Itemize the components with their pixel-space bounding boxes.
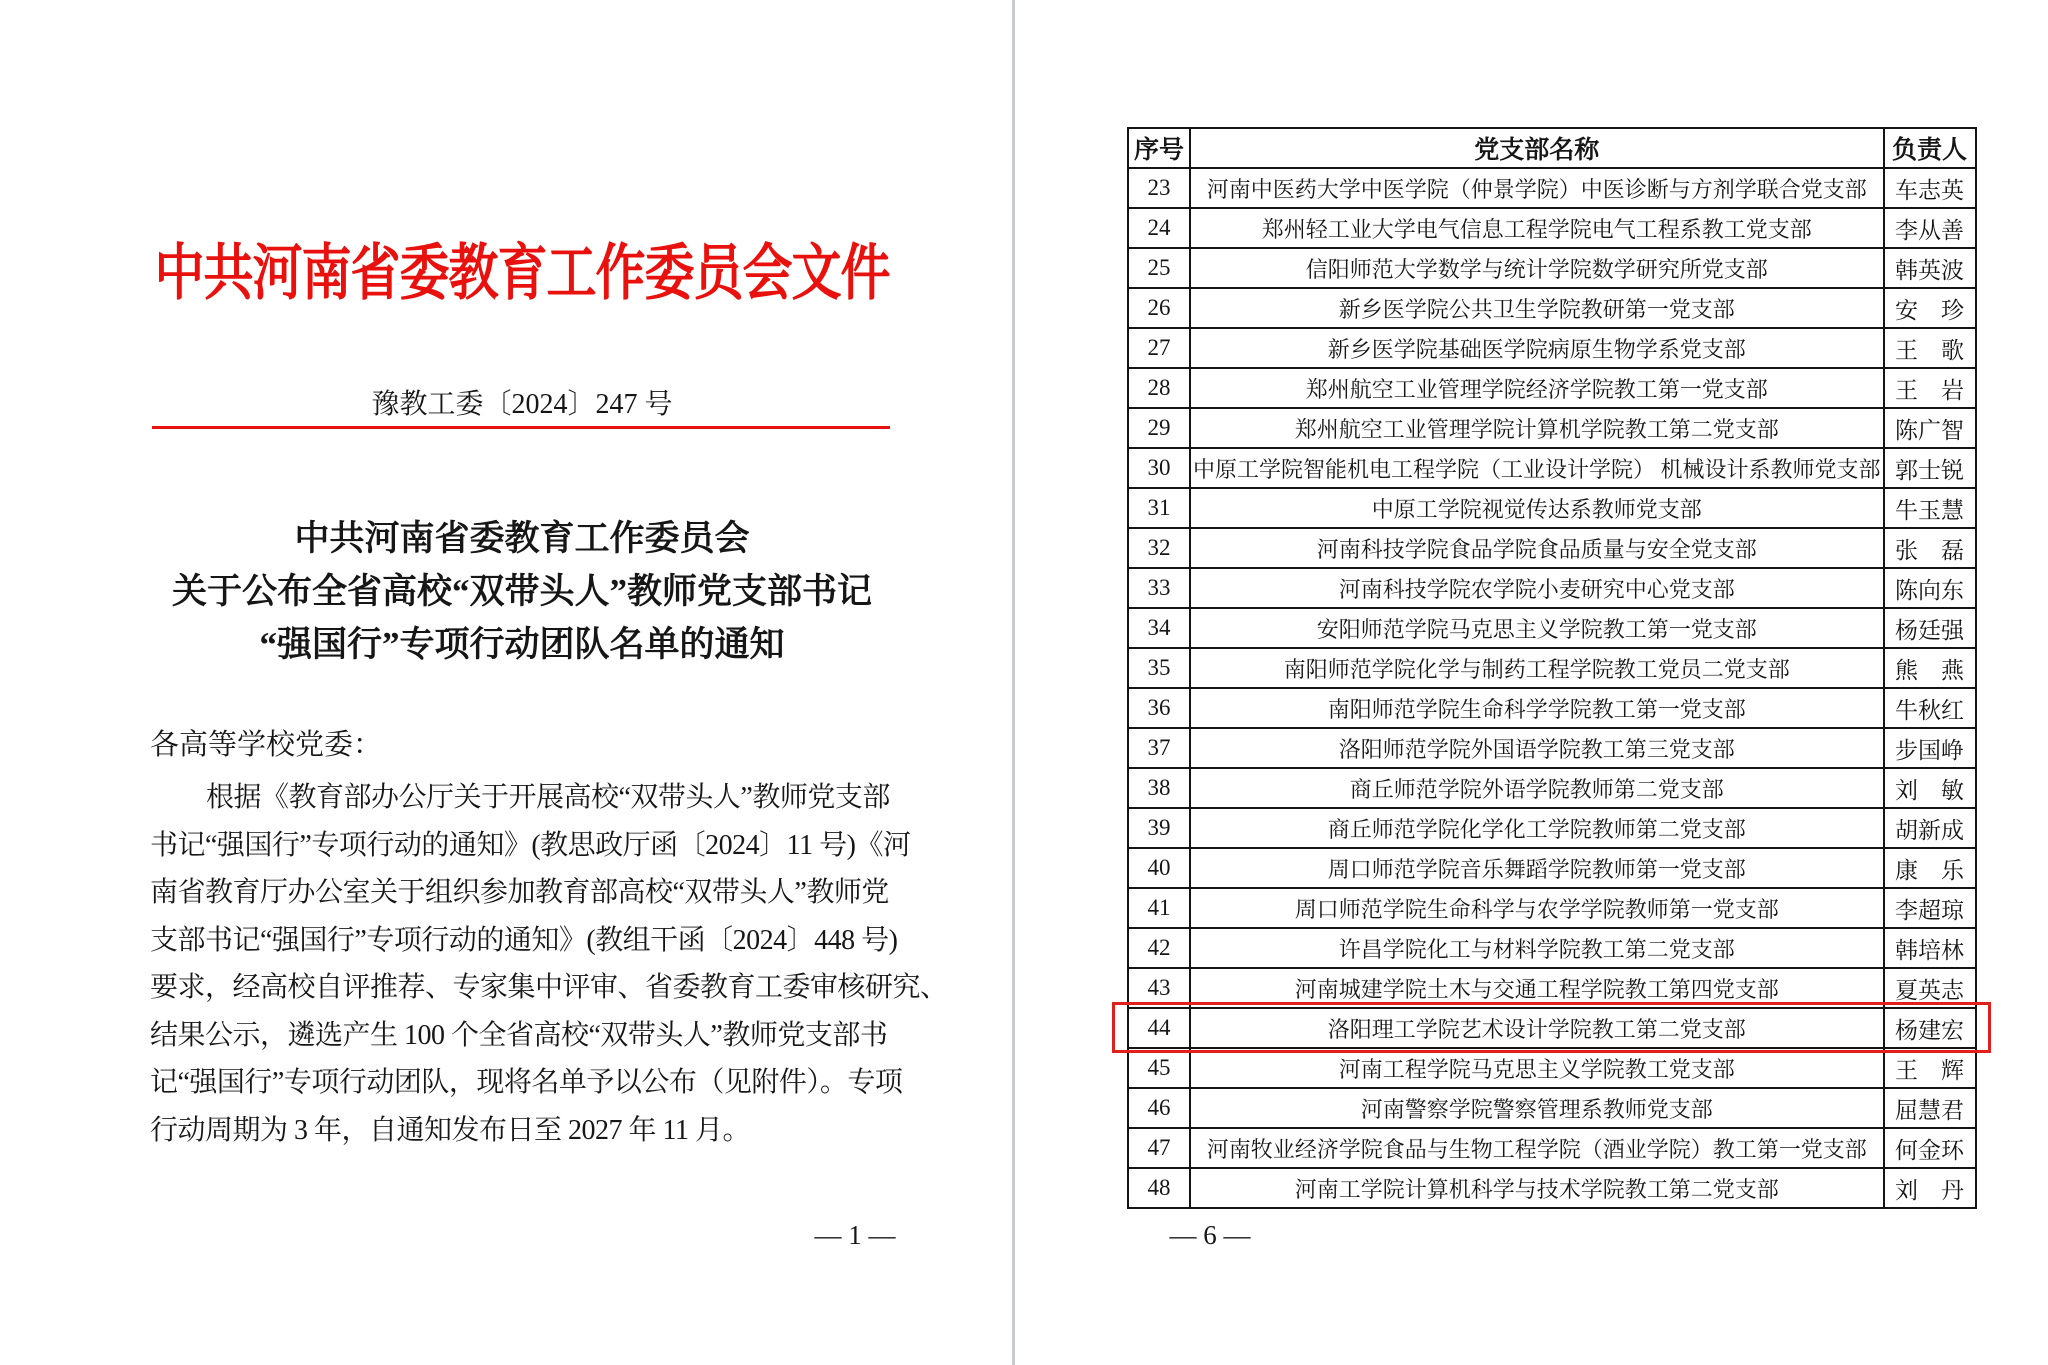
notice-title-line-2: 关于公布全省高校“双带头人”教师党支部书记 (171, 572, 872, 611)
body-line: 书记“强国行”专项行动的通知》(教思政厅函〔2024〕11 号)《河 (150, 829, 911, 861)
page-right (1015, 0, 2048, 1365)
branch-name-cell: 洛阳师范学院外国语学院教工第三党支部 (1190, 728, 1884, 768)
table-row (1128, 168, 1976, 208)
row-number: 33 (1128, 568, 1190, 608)
row-number: 45 (1128, 1048, 1190, 1088)
branch-name-cell: 中原工学院智能机电工程学院（工业设计学院） 机械设计系教师党支部 (1190, 448, 1884, 488)
page-left (0, 0, 1012, 1365)
branch-name-cell: 商丘师范学院外语学院教师第二党支部 (1190, 768, 1884, 808)
table-row (1128, 368, 1976, 408)
row-number: 36 (1128, 688, 1190, 728)
body-paragraph (150, 774, 948, 1154)
table-row (1128, 528, 1976, 568)
branch-name-cell: 郑州航空工业管理学院经济学院教工第一党支部 (1190, 368, 1884, 408)
branch-table-body (1128, 168, 1976, 1208)
row-number: 29 (1128, 408, 1190, 448)
body-line: 根据《教育部办公厅关于开展高校“双带头人”教师党支部 (206, 782, 890, 813)
row-number: 41 (1128, 888, 1190, 928)
row-number: 43 (1128, 968, 1190, 1008)
table-row (1128, 1168, 1976, 1208)
branch-name-cell: 河南科技学院食品学院食品质量与安全党支部 (1190, 528, 1884, 568)
table-row (1128, 1128, 1976, 1168)
table-row (1128, 608, 1976, 648)
leader-name-cell: 屈慧君 (1884, 1088, 1976, 1128)
branch-name-cell: 郑州轻工业大学电气信息工程学院电气工程系教工党支部 (1190, 208, 1884, 248)
table-row (1128, 768, 1976, 808)
leader-name-cell: 夏英志 (1884, 968, 1976, 1008)
table-row (1128, 328, 1976, 368)
leader-name-cell: 牛秋红 (1884, 688, 1976, 728)
branch-name-cell: 周口师范学院音乐舞蹈学院教师第一党支部 (1190, 848, 1884, 888)
leader-name-cell: 步国峥 (1884, 728, 1976, 768)
header-branch-name: 党支部名称 (1190, 128, 1884, 168)
leader-name-cell: 李超琼 (1884, 888, 1976, 928)
branch-table (1127, 127, 1977, 1209)
table-row (1128, 408, 1976, 448)
red-rule (152, 426, 890, 429)
body-line: 南省教育厅办公室关于组织参加教育部高校“双带头人”教师党 (150, 877, 889, 908)
leader-name-cell: 熊 燕 (1884, 648, 1976, 688)
leader-name-cell: 韩英波 (1884, 248, 1976, 288)
row-number: 39 (1128, 808, 1190, 848)
notice-title-line-1: 中共河南省委教育工作委员会 (294, 519, 750, 558)
branch-name-cell: 商丘师范学院化学化工学院教师第二党支部 (1190, 808, 1884, 848)
leader-name-cell: 王 岩 (1884, 368, 1976, 408)
salutation: 各高等学校党委： (150, 729, 383, 761)
branch-name-cell: 信阳师范大学数学与统计学院数学研究所党支部 (1190, 248, 1884, 288)
table-row (1128, 648, 1976, 688)
branch-name-cell: 南阳师范学院生命科学学院教工第一党支部 (1190, 688, 1884, 728)
row-number: 28 (1128, 368, 1190, 408)
table-row (1128, 208, 1976, 248)
row-number: 26 (1128, 288, 1190, 328)
row-number: 42 (1128, 928, 1190, 968)
leader-name-cell: 李从善 (1884, 208, 1976, 248)
notice-title (150, 512, 894, 671)
page-number-right: — 6 — (1169, 1220, 1251, 1250)
leader-name-cell: 康 乐 (1884, 848, 1976, 888)
table-row (1128, 808, 1976, 848)
row-number: 24 (1128, 208, 1190, 248)
branch-name-cell: 洛阳理工学院艺术设计学院教工第二党支部 (1190, 1008, 1884, 1048)
table-row (1128, 968, 1976, 1008)
branch-name-cell: 河南中医药大学中医学院（仲景学院）中医诊断与方剂学联合党支部 (1190, 168, 1884, 208)
row-number: 34 (1128, 608, 1190, 648)
leader-name-cell: 刘 敏 (1884, 768, 1976, 808)
row-number: 25 (1128, 248, 1190, 288)
branch-name-cell: 河南科技学院农学院小麦研究中心党支部 (1190, 568, 1884, 608)
branch-name-cell: 新乡医学院基础医学院病原生物学系党支部 (1190, 328, 1884, 368)
page-number-left: — 1 — (814, 1220, 896, 1250)
table-row (1128, 288, 1976, 328)
document-number: 豫教工委〔2024〕247 号 (371, 389, 673, 420)
branch-name-cell: 河南牧业经济学院食品与生物工程学院（酒业学院）教工第一党支部 (1190, 1128, 1884, 1168)
header-serial-number: 序号 (1128, 128, 1190, 168)
table-row (1128, 488, 1976, 528)
leader-name-cell: 陈广智 (1884, 408, 1976, 448)
leader-name-cell: 韩培林 (1884, 928, 1976, 968)
table-row (1128, 1008, 1976, 1048)
branch-name-cell: 河南工学院计算机科学与技术学院教工第二党支部 (1190, 1168, 1884, 1208)
leader-name-cell: 杨建宏 (1884, 1008, 1976, 1048)
body-line: 支部书记“强国行”专项行动的通知》(教组干函〔2024〕448 号) (150, 924, 898, 956)
branch-name-cell: 南阳师范学院化学与制药工程学院教工党员二党支部 (1190, 648, 1884, 688)
leader-name-cell: 王 辉 (1884, 1048, 1976, 1088)
leader-name-cell: 杨廷强 (1884, 608, 1976, 648)
leader-name-cell: 牛玉慧 (1884, 488, 1976, 528)
leader-name-cell: 张 磊 (1884, 528, 1976, 568)
row-number: 35 (1128, 648, 1190, 688)
branch-name-cell: 河南警察学院警察管理系教师党支部 (1190, 1088, 1884, 1128)
branch-name-cell: 新乡医学院公共卫生学院教研第一党支部 (1190, 288, 1884, 328)
branch-name-cell: 周口师范学院生命科学与农学学院教师第一党支部 (1190, 888, 1884, 928)
row-number: 40 (1128, 848, 1190, 888)
row-number: 31 (1128, 488, 1190, 528)
row-number: 44 (1128, 1008, 1190, 1048)
row-number: 38 (1128, 768, 1190, 808)
table-row (1128, 888, 1976, 928)
branch-name-cell: 许昌学院化工与材料学院教工第二党支部 (1190, 928, 1884, 968)
header-leader: 负责人 (1884, 128, 1976, 168)
table-row (1128, 448, 1976, 488)
branch-name-cell: 中原工学院视觉传达系教师党支部 (1190, 488, 1884, 528)
table-row (1128, 248, 1976, 288)
branch-name-cell: 安阳师范学院马克思主义学院教工第一党支部 (1190, 608, 1884, 648)
leader-name-cell: 郭士锐 (1884, 448, 1976, 488)
row-number: 47 (1128, 1128, 1190, 1168)
row-number: 48 (1128, 1168, 1190, 1208)
branch-name-cell: 河南城建学院土木与交通工程学院教工第四党支部 (1190, 968, 1884, 1008)
body-line: 结果公示，遴选产生 100 个全省高校“双带头人”教师党支部书 (150, 1019, 888, 1051)
masthead-title: 中共河南省委教育工作委员会文件 (154, 238, 890, 307)
table-row (1128, 728, 1976, 768)
leader-name-cell: 车志英 (1884, 168, 1976, 208)
table-row (1128, 568, 1976, 608)
row-number: 23 (1128, 168, 1190, 208)
leader-name-cell: 陈向东 (1884, 568, 1976, 608)
leader-name-cell: 安 珍 (1884, 288, 1976, 328)
table-row (1128, 928, 1976, 968)
table-row (1128, 688, 1976, 728)
notice-title-line-3: “强国行”专项行动团队名单的通知 (259, 625, 785, 664)
leader-name-cell: 胡新成 (1884, 808, 1976, 848)
row-number: 30 (1128, 448, 1190, 488)
row-number: 27 (1128, 328, 1190, 368)
leader-name-cell: 何金环 (1884, 1128, 1976, 1168)
table-row (1128, 848, 1976, 888)
branch-name-cell: 郑州航空工业管理学院计算机学院教工第二党支部 (1190, 408, 1884, 448)
row-number: 37 (1128, 728, 1190, 768)
table-header-row (1128, 128, 1976, 168)
row-number: 46 (1128, 1088, 1190, 1128)
body-line: 要求，经高校自评推荐、专家集中评审、省委教育工委审核研究、 (150, 972, 948, 1003)
body-line: 行动周期为 3 年，自通知发布日至 2027 年 11 月。 (150, 1114, 750, 1146)
body-line: 记“强国行”专项行动团队，现将名单予以公布（见附件）。专项 (150, 1067, 903, 1098)
leader-name-cell: 刘 丹 (1884, 1168, 1976, 1208)
table-row (1128, 1088, 1976, 1128)
table-row (1128, 1048, 1976, 1088)
branch-name-cell: 河南工程学院马克思主义学院教工党支部 (1190, 1048, 1884, 1088)
leader-name-cell: 王 歌 (1884, 328, 1976, 368)
row-number: 32 (1128, 528, 1190, 568)
